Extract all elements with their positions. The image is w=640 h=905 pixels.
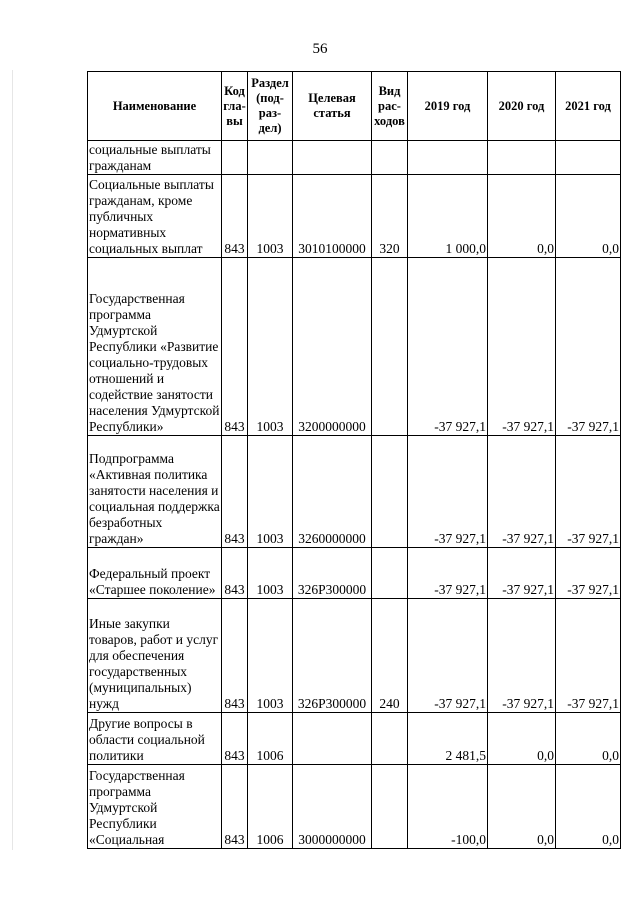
row-section: 1003: [248, 436, 293, 548]
header-2020: 2020 год: [488, 72, 556, 141]
row-type: [372, 436, 408, 548]
row-type: 320: [372, 175, 408, 258]
header-2019: 2019 год: [408, 72, 488, 141]
scan-edge-mark: [12, 70, 13, 850]
row-chapter: 843: [222, 765, 248, 849]
table-row: [88, 713, 621, 765]
row-2021: 0,0: [556, 713, 621, 765]
row-target: 3000000000: [293, 765, 372, 849]
row-section: 1003: [248, 548, 293, 599]
row-type: [372, 548, 408, 599]
row-2020: 0,0: [488, 175, 556, 258]
row-chapter: 843: [222, 548, 248, 599]
table-row: [88, 548, 621, 599]
row-2021: -37 927,1: [556, 436, 621, 548]
row-name: Государственная программа Удмуртской Республики «Социальная: [88, 765, 222, 849]
row-2019: -37 927,1: [408, 436, 488, 548]
row-target: [293, 141, 372, 175]
table-row: [88, 765, 621, 849]
row-chapter: [222, 141, 248, 175]
row-2021: -37 927,1: [556, 258, 621, 436]
header-row: [88, 72, 621, 141]
table-row: [88, 436, 621, 548]
row-2021: 0,0: [556, 175, 621, 258]
row-2020: -37 927,1: [488, 258, 556, 436]
row-target: 326P300000: [293, 548, 372, 599]
row-section: 1003: [248, 175, 293, 258]
row-name: Государственная программа Удмуртской Республики «Развитие социально-трудовых отношений и содействие занятости населения Удмуртской Республики»: [88, 258, 222, 436]
row-target: 326P300000: [293, 599, 372, 713]
row-2020: 0,0: [488, 713, 556, 765]
row-chapter: 843: [222, 599, 248, 713]
header-2021: 2021 год: [556, 72, 621, 141]
row-2019: 1 000,0: [408, 175, 488, 258]
row-2020: -37 927,1: [488, 599, 556, 713]
table-row: [88, 599, 621, 713]
header-type: Вид рас-ходов: [372, 72, 408, 141]
row-name: Социальные выплаты гражданам, кроме публичных нормативных социальных выплат: [88, 175, 222, 258]
row-2019: -100,0: [408, 765, 488, 849]
row-2020: [488, 141, 556, 175]
row-2021: -37 927,1: [556, 599, 621, 713]
row-type: [372, 713, 408, 765]
row-section: 1003: [248, 258, 293, 436]
row-target: 3010100000: [293, 175, 372, 258]
header-name: Наименование: [88, 72, 222, 141]
row-name: Подпрограмма «Активная политика занятости населения и социальная поддержка безработных граждан»: [88, 436, 222, 548]
row-type: [372, 258, 408, 436]
row-type: 240: [372, 599, 408, 713]
row-2019: 2 481,5: [408, 713, 488, 765]
row-2021: 0,0: [556, 765, 621, 849]
row-2019: -37 927,1: [408, 599, 488, 713]
table-row: [88, 175, 621, 258]
header-chapter: Код гла-вы: [222, 72, 248, 141]
row-2021: [556, 141, 621, 175]
row-target: [293, 713, 372, 765]
row-2019: [408, 141, 488, 175]
header-target: Целевая статья: [293, 72, 372, 141]
row-2020: 0,0: [488, 765, 556, 849]
table-row: [88, 141, 621, 175]
row-2019: -37 927,1: [408, 548, 488, 599]
row-section: [248, 141, 293, 175]
row-section: 1006: [248, 713, 293, 765]
row-2020: -37 927,1: [488, 548, 556, 599]
budget-table: [87, 71, 621, 849]
row-name: Иные закупки товаров, работ и услуг для обеспечения государственных (муниципальных) нужд: [88, 599, 222, 713]
row-chapter: 843: [222, 175, 248, 258]
row-2019: -37 927,1: [408, 258, 488, 436]
row-target: 3260000000: [293, 436, 372, 548]
row-chapter: 843: [222, 713, 248, 765]
row-name: Другие вопросы в области социальной политики: [88, 713, 222, 765]
row-section: 1003: [248, 599, 293, 713]
header-section: Раздел (под-раз-дел): [248, 72, 293, 141]
row-2021: -37 927,1: [556, 548, 621, 599]
row-name: социальные выплаты гражданам: [88, 141, 222, 175]
row-chapter: 843: [222, 436, 248, 548]
row-section: 1006: [248, 765, 293, 849]
table-row: [88, 258, 621, 436]
row-chapter: 843: [222, 258, 248, 436]
row-type: [372, 765, 408, 849]
row-name: Федеральный проект «Старшее поколение»: [88, 548, 222, 599]
page-number: 56: [312, 41, 328, 57]
row-2020: -37 927,1: [488, 436, 556, 548]
row-target: 3200000000: [293, 258, 372, 436]
row-type: [372, 141, 408, 175]
